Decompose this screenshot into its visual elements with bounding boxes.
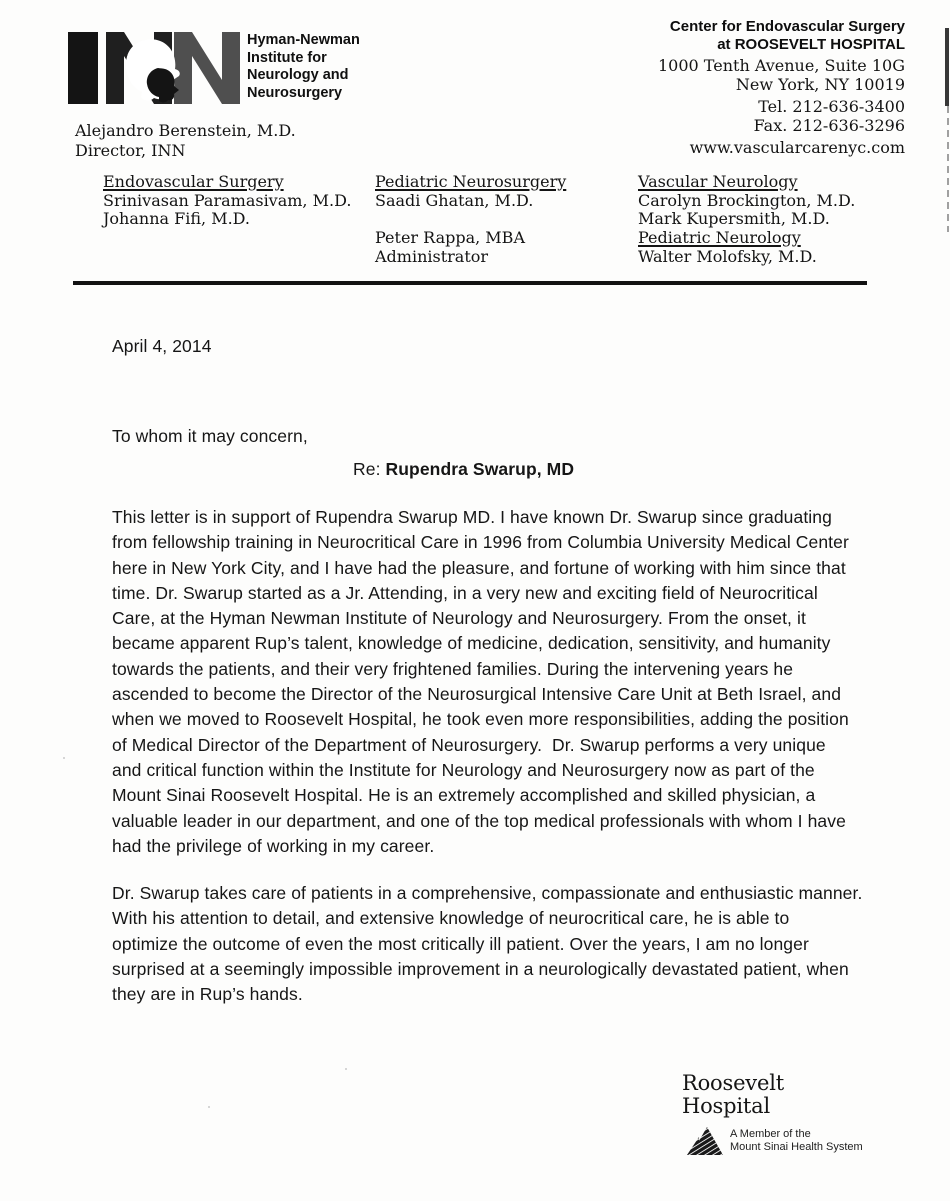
dept-heading: Pediatric Neurology <box>638 228 801 248</box>
letterhead-logo-block <box>68 30 360 111</box>
mount-sinai-member-block <box>687 1126 863 1156</box>
inn-logo-graphic <box>68 30 240 106</box>
fax-line: Fax. 212-636-3296 <box>753 116 905 135</box>
letter-date: April 4, 2014 <box>112 336 212 356</box>
re-subject-name: Rupendra Swarup, MD <box>385 459 575 479</box>
dept-member: Carolyn Brockington, M.D. <box>638 190 856 210</box>
scan-speck <box>345 1068 347 1070</box>
dept-admin-name: Peter Rappa, MBA <box>375 228 525 248</box>
center-title-line2: at ROOSEVELT HOSPITAL <box>717 36 905 53</box>
column-vascular-neurology <box>638 173 855 267</box>
spacer <box>375 210 566 229</box>
inn-logo <box>68 30 240 111</box>
director-block <box>75 121 296 160</box>
dept-member: Walter Molofsky, M.D. <box>638 246 817 266</box>
dept-heading: Pediatric Neurosurgery <box>375 172 567 191</box>
scan-speck <box>208 1106 210 1108</box>
dept-heading: Vascular Neurology <box>638 172 798 191</box>
salutation: To whom it may concern, <box>112 426 308 446</box>
re-label: Re: <box>353 459 386 479</box>
column-endovascular-surgery <box>103 173 351 229</box>
scan-edge-artifact <box>945 28 949 106</box>
address-line1: 1000 Tenth Avenue, Suite 10G <box>658 56 905 75</box>
dept-heading: Endovascular Surgery <box>103 172 284 191</box>
mount-sinai-logo-icon <box>687 1126 723 1156</box>
letter-paragraph-2: Dr. Swarup takes care of patients in a comprehensive, compassionate and enthusiastic manner. With his attention to detail, and extensive knowledge of neurocritical care, he is able to optimize the outcome of even the most critically ill patient. Over the years, I am no longer surprised at a seemingly impossible improvement in a neurologically devastated patient, when they are in Rup’s hands. <box>112 883 863 1005</box>
director-title: Director, INN <box>75 140 186 160</box>
scan-speck <box>63 757 65 759</box>
phone-line: Tel. 212-636-3400 <box>758 97 905 116</box>
director-name: Alejandro Berenstein, M.D. <box>75 121 296 140</box>
re-subject-line <box>353 457 574 482</box>
member-line2: Mount Sinai Health System <box>730 1141 863 1153</box>
institute-name: Hyman-Newman Institute for Neurology and Neurosurgery <box>247 32 360 101</box>
dept-member: Srinivasan Paramasivam, M.D. <box>103 190 352 210</box>
roosevelt-hospital-wordmark: Roosevelt Hospital <box>682 1071 784 1118</box>
member-line1: A Member of the <box>730 1127 811 1140</box>
dept-member: Johanna Fifi, M.D. <box>103 209 250 229</box>
dept-admin-title: Administrator <box>375 246 489 266</box>
dept-member: Saadi Ghatan, M.D. <box>375 190 534 210</box>
dept-member: Mark Kupersmith, M.D. <box>638 209 830 229</box>
address-line2: New York, NY 10019 <box>735 75 905 94</box>
website-line: www.vascularcarenyc.com <box>689 138 905 157</box>
letter-paragraph-1: This letter is in support of Rupendra Swarup MD. I have known Dr. Swarup since graduating from fellowship training in Neurocritical Care in 1996 from Columbia University Medical Center here in New York City, and I have had the pleasure, and fortune of working with him since that time. Dr. Swarup started as a Jr. Attending, in a very new and exciting field of Neurocritical Care, at the Hyman Newman Institute of Neurology and Neurosurgery. From the onset, it became apparent Rup’s talent, knowledge of medicine, dedication, sensitivity, and humanity towards the patients, and their very frightened families. During the intervening years he ascended to become the Director of the Neurosurgical Intensive Care Unit at Beth Israel, and when we moved to Roosevelt Hospital, he took even more responsibilities, adding the position of Medical Director of the Department of Neurosurgery. Dr. Swarup performs a very unique and critical function within the Institute for Neurology and Neurosurgery now as part of the Mount Sinai Roosevelt Hospital. He is an extremely accomplished and skilled physician, a valuable leader in our department, and one of the top medical professionals with whom I have had the privilege of working in my career. <box>112 507 849 856</box>
center-contact-block <box>658 18 905 157</box>
member-caption <box>730 1128 863 1155</box>
scan-edge-artifact-faint <box>947 106 949 232</box>
center-title-line1: Center for Endovascular Surgery <box>669 18 905 35</box>
letterhead-divider-rule <box>73 281 867 285</box>
column-pediatric-neurosurgery <box>375 173 566 267</box>
